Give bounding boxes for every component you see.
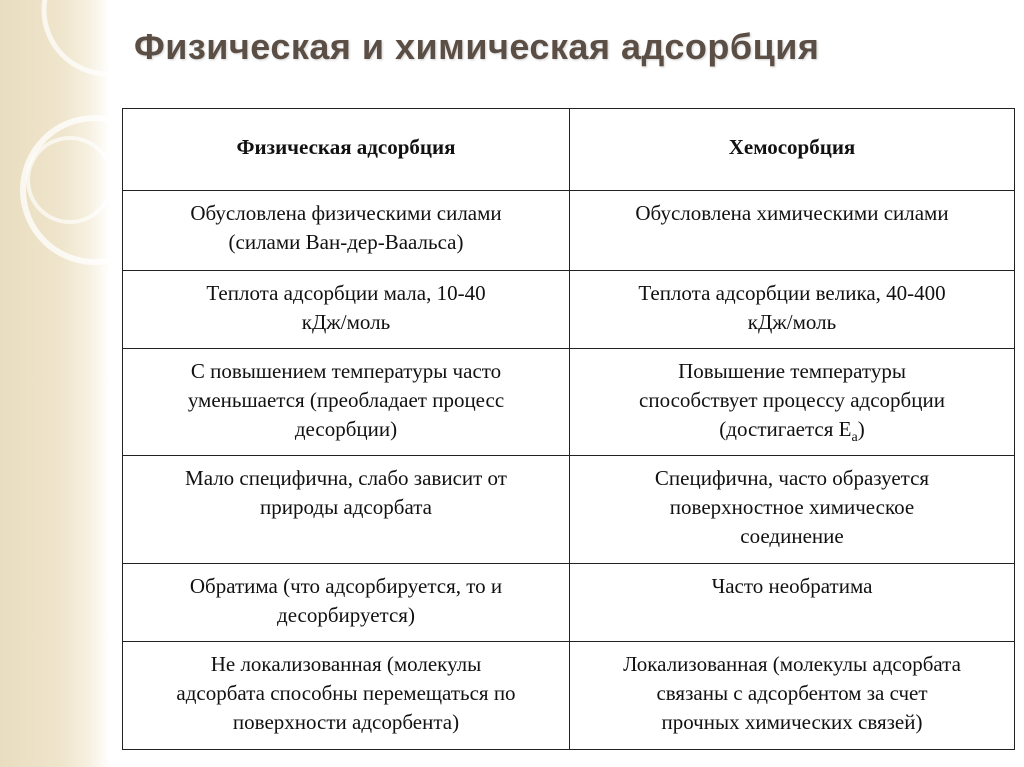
cell-chemical [570, 191, 1015, 271]
cell-physical [123, 271, 570, 349]
cell-line: Мало специфична, слабо зависит от [185, 466, 507, 490]
cell-chemical [570, 349, 1015, 456]
cell-line: соединение [740, 524, 844, 548]
cell-line: Локализованная (молекулы адсорбата [623, 652, 961, 676]
table-row [123, 456, 1015, 564]
cell-line: Часто необратима [711, 574, 873, 598]
cell-line: природы адсорбата [260, 495, 432, 519]
slide-title: Физическая и химическая адсорбция [134, 26, 820, 67]
decorative-side-band [0, 0, 110, 767]
cell-line: кДж/моль [747, 310, 837, 334]
cell-chemical [570, 271, 1015, 349]
cell-chemical [570, 456, 1015, 564]
table-row [123, 642, 1015, 750]
cell-line: Обусловлена физическими силами [190, 201, 502, 225]
cell-physical [123, 349, 570, 456]
decorative-circles-icon [0, 0, 110, 767]
cell-line: способствует процессу адсорбции [639, 388, 945, 412]
cell-physical [123, 191, 570, 271]
table-row [123, 191, 1015, 271]
header-physical-adsorption: Физическая адсорбция [123, 109, 570, 191]
cell-line: ) [857, 417, 865, 441]
cell-line: десорбируется) [277, 603, 415, 627]
cell-line: Обратима (что адсорбируется, то и [189, 574, 503, 598]
cell-line: кДж/моль [301, 310, 391, 334]
table-row [123, 349, 1015, 456]
cell-physical [123, 642, 570, 750]
table-header-row [123, 109, 1015, 191]
cell-chemical [570, 564, 1015, 642]
cell-line: прочных химических связей) [661, 710, 923, 734]
cell-physical [123, 564, 570, 642]
cell-line: (силами Ван-дер-Ваальса) [228, 230, 464, 254]
table-row [123, 271, 1015, 349]
cell-line: Теплота адсорбции велика, 40-400 [638, 281, 946, 305]
cell-line: адсорбата способны перемещаться по [176, 681, 516, 705]
cell-line: Специфична, часто образуется [654, 466, 930, 490]
cell-line: связаны с адсорбентом за счет [656, 681, 928, 705]
cell-line: Теплота адсорбции мала, 10-40 [206, 281, 486, 305]
cell-line: Обусловлена химическими силами [635, 201, 949, 225]
comparison-table [122, 108, 1015, 750]
cell-line: поверхности адсорбента) [232, 710, 460, 734]
cell-chemical [570, 642, 1015, 750]
cell-line: С повышением температуры часто [190, 359, 502, 383]
cell-line: десорбции) [294, 417, 398, 441]
cell-physical [123, 456, 570, 564]
cell-line: уменьшается (преобладает процесс [187, 388, 505, 412]
activation-energy-subscript: a [851, 430, 858, 446]
cell-line: поверхностное химическое [669, 495, 915, 519]
cell-line: Не локализованная (молекулы [210, 652, 482, 676]
cell-line: (достигается E [719, 417, 852, 441]
cell-line: Повышение температуры [678, 359, 906, 383]
table-row [123, 564, 1015, 642]
header-chemisorption: Хемосорбция [570, 109, 1015, 191]
